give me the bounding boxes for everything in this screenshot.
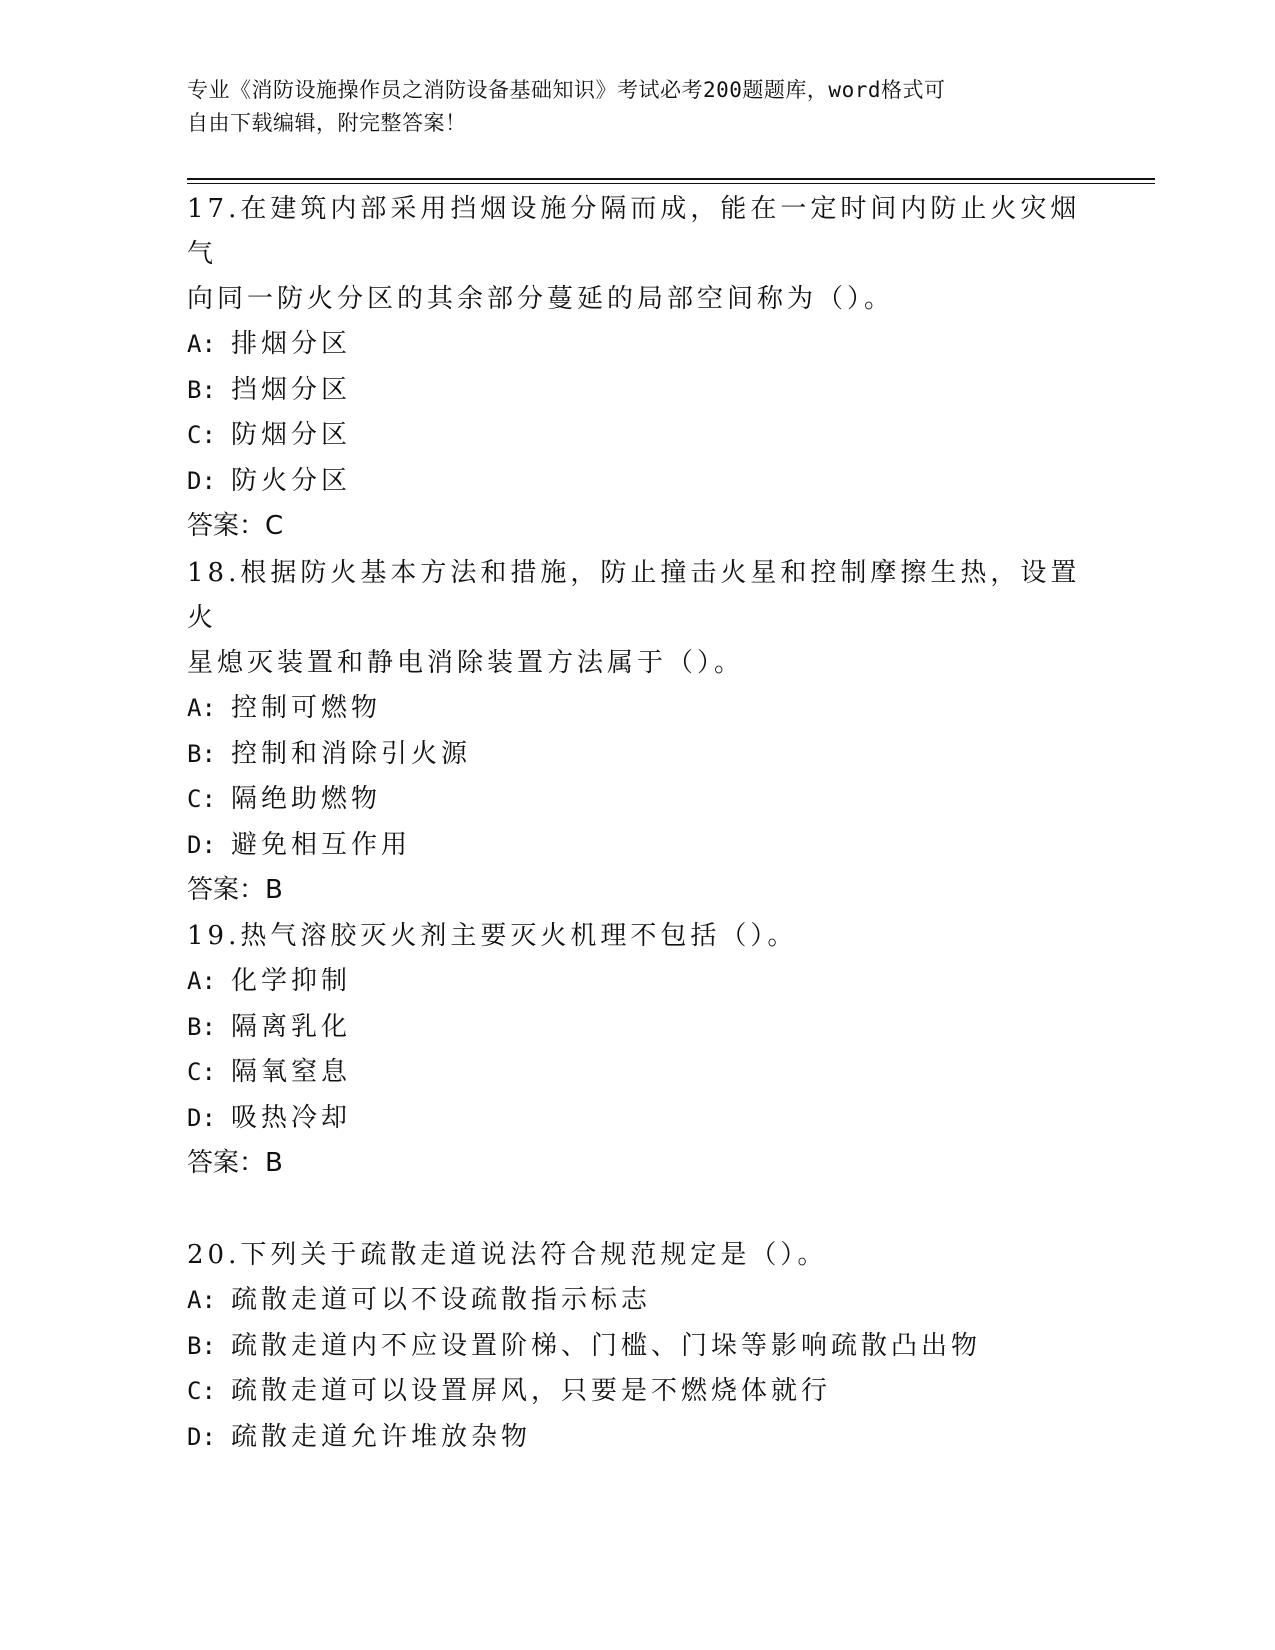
option-b bbox=[187, 1005, 1087, 1051]
option-letter: A: bbox=[187, 694, 216, 722]
option-c bbox=[187, 413, 1087, 459]
option-text: 控制和消除引火源 bbox=[231, 738, 472, 769]
question-stem-line: 17.在建筑内部采用挡烟设施分隔而成，能在一定时间内防止火灾烟气 bbox=[187, 194, 1081, 269]
question-stem-line: 20.下列关于疏散走道说法符合规范规定是（）。 bbox=[187, 1240, 828, 1270]
option-text: 隔绝助燃物 bbox=[231, 784, 382, 814]
option-letter: C: bbox=[187, 1058, 216, 1086]
header-line-1: 专业《消防设施操作员之消防设备基础知识》考试必考200题题库，word格式可 bbox=[187, 78, 946, 102]
option-c bbox=[187, 1050, 1087, 1096]
option-a bbox=[187, 322, 1087, 368]
option-letter: C: bbox=[187, 1377, 216, 1405]
document-header bbox=[187, 74, 1067, 140]
option-text: 防火分区 bbox=[231, 465, 352, 496]
option-text: 疏散走道内不应设置阶梯、门槛、门垛等影响疏散凸出物 bbox=[231, 1330, 982, 1361]
option-a bbox=[187, 1278, 1087, 1324]
question-stem-line: 星熄灭装置和静电消除装置方法属于（）。 bbox=[187, 648, 745, 678]
option-text: 控制可燃物 bbox=[231, 693, 382, 723]
option-d bbox=[187, 459, 1087, 505]
option-text: 挡烟分区 bbox=[231, 374, 352, 405]
option-letter: D: bbox=[187, 1103, 216, 1132]
option-text: 化学抑制 bbox=[231, 966, 352, 996]
option-b bbox=[187, 368, 1087, 414]
option-letter: C: bbox=[187, 421, 216, 449]
question-20 bbox=[187, 1233, 1087, 1460]
answer-line: 答案：B bbox=[187, 1148, 283, 1178]
question-stem-line: 向同一防火分区的其余部分蔓延的局部空间称为（）。 bbox=[187, 284, 895, 314]
option-letter: D: bbox=[187, 830, 216, 859]
header-divider-thick bbox=[187, 178, 1155, 180]
option-d bbox=[187, 823, 1087, 869]
question-19 bbox=[187, 914, 1087, 1186]
option-d bbox=[187, 1415, 1087, 1461]
option-letter: D: bbox=[187, 466, 216, 495]
header-divider-thin bbox=[187, 183, 1155, 184]
option-text: 疏散走道可以设置屏风，只要是不燃烧体就行 bbox=[231, 1376, 832, 1406]
option-c bbox=[187, 1369, 1087, 1415]
option-b bbox=[187, 732, 1087, 778]
option-letter: A: bbox=[187, 967, 216, 995]
option-a bbox=[187, 686, 1087, 732]
option-a bbox=[187, 959, 1087, 1005]
option-text: 隔离乳化 bbox=[231, 1011, 352, 1042]
option-text: 吸热冷却 bbox=[231, 1102, 352, 1133]
answer-line: 答案：C bbox=[187, 511, 284, 541]
option-text: 避免相互作用 bbox=[231, 829, 412, 860]
question-stem-line: 18.根据防火基本方法和措施，防止撞击火星和控制摩擦生热，设置火 bbox=[187, 558, 1081, 633]
header-line-2: 自由下载编辑，附完整答案！ bbox=[187, 111, 467, 135]
option-text: 防烟分区 bbox=[231, 420, 352, 450]
question-18 bbox=[187, 551, 1087, 913]
option-letter: D: bbox=[187, 1422, 216, 1451]
option-letter: B: bbox=[187, 375, 216, 404]
option-c bbox=[187, 777, 1087, 823]
option-letter: B: bbox=[187, 1012, 216, 1041]
option-letter: A: bbox=[187, 330, 216, 358]
answer-line: 答案：B bbox=[187, 875, 283, 905]
option-letter: C: bbox=[187, 785, 216, 813]
question-17 bbox=[187, 187, 1087, 549]
option-letter: B: bbox=[187, 1331, 216, 1360]
option-text: 疏散走道允许堆放杂物 bbox=[231, 1421, 532, 1452]
option-letter: B: bbox=[187, 739, 216, 768]
option-d bbox=[187, 1096, 1087, 1142]
option-b bbox=[187, 1324, 1087, 1370]
option-text: 排烟分区 bbox=[231, 329, 352, 359]
option-letter: A: bbox=[187, 1286, 216, 1314]
question-stem-line: 19.热气溶胶灭火剂主要灭火机理不包括（）。 bbox=[187, 921, 798, 951]
option-text: 隔氧窒息 bbox=[231, 1057, 352, 1087]
option-text: 疏散走道可以不设疏散指示标志 bbox=[231, 1285, 652, 1315]
